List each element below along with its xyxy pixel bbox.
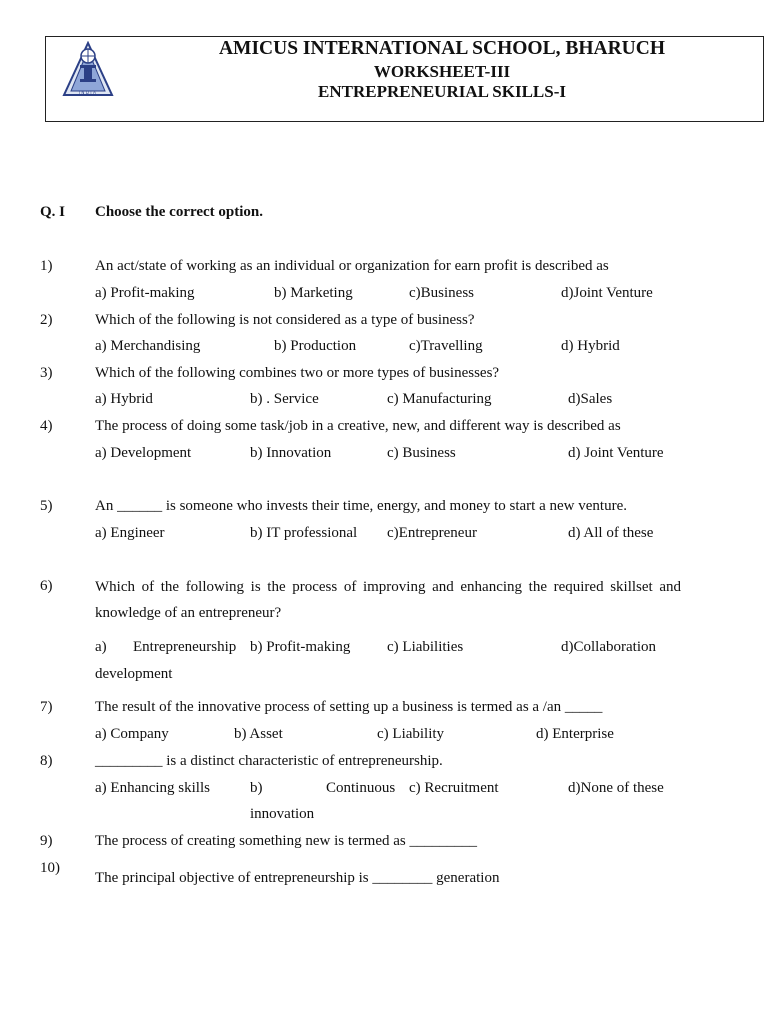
question-text: _________ is a distinct characteristic of entrepreneurship.: [95, 753, 443, 769]
option-a: a) Development: [95, 445, 192, 461]
option-d: d)Sales: [568, 391, 613, 407]
question-number: 7): [40, 699, 53, 715]
question-number: 9): [40, 833, 53, 849]
option-b: b) IT professional: [250, 525, 358, 541]
section-label: Q. I: [40, 204, 66, 220]
question-number: 8): [40, 753, 53, 769]
subject-title: ENTREPRENEURIAL SKILLS-I: [318, 82, 566, 101]
question-number: 6): [40, 578, 53, 594]
option-a: a) Merchandising: [95, 338, 201, 354]
question-text: The process of creating something new is termed as _________: [95, 833, 477, 849]
option-c: c)Entrepreneur: [387, 525, 477, 541]
option-b: b) Marketing: [274, 285, 353, 301]
question-number: 1): [40, 258, 53, 274]
option-b: b) Profit-making: [250, 639, 351, 655]
section-instruction: Choose the correct option.: [95, 204, 264, 220]
question-text-line2: knowledge of an entrepreneur?: [95, 605, 282, 621]
option-b-wrap: innovation: [250, 806, 315, 822]
question-text: The principal objective of entrepreneurship is ________ generation: [95, 870, 500, 886]
question-number: 10): [40, 860, 60, 876]
question-text: Which of the following is not considered as a type of business?: [95, 312, 475, 328]
option-b: b) . Service: [250, 391, 319, 407]
question-text: The process of doing some task/job in a creative, new, and different way is described as: [95, 418, 621, 434]
option-b: b) Asset: [234, 726, 283, 742]
option-d: d) Hybrid: [561, 338, 620, 354]
option-d: d)None of these: [568, 780, 664, 796]
option-b: b) Innovation: [250, 445, 332, 461]
question-text-line1: Which of the following is the process of improving and enhancing the required skillset and: [95, 579, 681, 595]
option-b: b) Production: [274, 338, 357, 354]
question-text: Which of the following combines two or more types of businesses?: [95, 365, 500, 381]
option-a-wrap: development: [95, 666, 173, 682]
option-b-text: Continuous: [326, 780, 396, 796]
option-c: c) Liabilities: [387, 639, 464, 655]
school-name: AMICUS INTERNATIONAL SCHOOL, BHARUCH: [218, 38, 666, 59]
header-box: [45, 36, 764, 122]
option-a: a) Enhancing skills: [95, 780, 210, 796]
question-number: 2): [40, 312, 53, 328]
option-a: a): [95, 639, 107, 655]
option-c: c) Liability: [377, 726, 445, 742]
option-d: d)Joint Venture: [561, 285, 653, 301]
option-c: c) Manufacturing: [387, 391, 492, 407]
option-c: c)Travelling: [409, 338, 483, 354]
option-a: a) Engineer: [95, 525, 165, 541]
question-number: 3): [40, 365, 53, 381]
option-d: d) Joint Venture: [568, 445, 664, 461]
option-d: d)Collaboration: [561, 639, 656, 655]
question-text: An act/state of working as an individual or organization for earn profit is described as: [95, 258, 609, 274]
question-number: 4): [40, 418, 53, 434]
worksheet-title: WORKSHEET-III: [373, 62, 511, 81]
option-c: c) Business: [387, 445, 456, 461]
svg-text:INDIA: INDIA: [78, 90, 98, 95]
option-a: a) Hybrid: [95, 391, 153, 407]
option-c: c) Recruitment: [409, 780, 499, 796]
option-d: d) Enterprise: [536, 726, 614, 742]
option-a-text: Entrepreneurship: [133, 639, 237, 655]
option-a: a) Profit-making: [95, 285, 195, 301]
question-text: The result of the innovative process of setting up a business is termed as a /an _____: [95, 699, 603, 715]
school-logo-icon: [60, 41, 116, 97]
question-number: 5): [40, 498, 53, 514]
option-b: b): [250, 780, 263, 796]
option-d: d) All of these: [568, 525, 654, 541]
option-a: a) Company: [95, 726, 169, 742]
option-c: c)Business: [409, 285, 474, 301]
question-text: An ______ is someone who invests their time, energy, and money to start a new venture.: [95, 498, 627, 514]
